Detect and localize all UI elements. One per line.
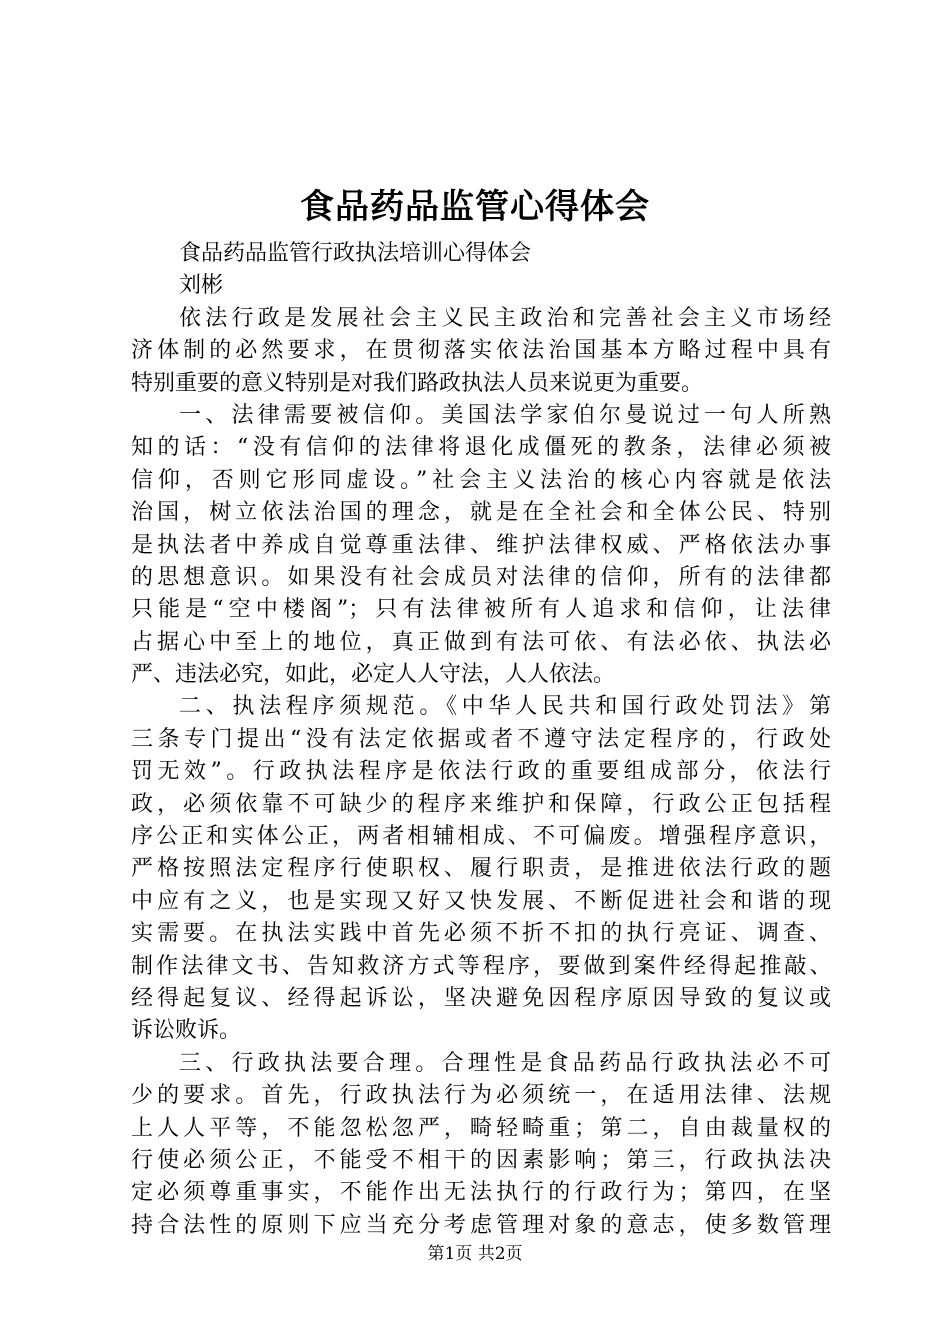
paragraph-line: 治国，树立依法治国的理念，就是在全社会和全体公民、特别 xyxy=(131,500,831,526)
paragraph-line: 定必须尊重事实，不能作出无法执行的行政行为；第四，在坚 xyxy=(131,1180,831,1206)
paragraph-line: 二、执法程序须规范。《中华人民共和国行政处罚法》第 xyxy=(179,694,831,720)
paragraph-line: 三条专门提出“没有法定依据或者不遵守法定程序的，行政处 xyxy=(131,726,831,752)
paragraph-line: 罚无效”。行政执法程序是依法行政的重要组成部分，依法行 xyxy=(131,759,831,785)
paragraph-line: 诉讼败诉。 xyxy=(131,1018,242,1044)
paragraph-line: 知的话：“没有信仰的法律将退化成僵死的教条，法律必须被 xyxy=(131,435,831,461)
paragraph-line: 持合法性的原则下应当充分考虑管理对象的意志，使多数管理 xyxy=(131,1212,831,1238)
paragraph-line: 只能是“空中楼阁”；只有法律被所有人追求和信仰，让法律 xyxy=(131,597,831,623)
paragraph-line: 的思想意识。如果没有社会成员对法律的信仰，所有的法律都 xyxy=(131,564,831,590)
paragraph-line: 行使必须公正，不能受不相干的因素影响；第三，行政执法决 xyxy=(131,1147,831,1173)
document-title: 食品药品监管心得体会 xyxy=(300,187,650,227)
document-body xyxy=(131,238,831,1242)
subtitle-line: 食品药品监管行政执法培训心得体会 xyxy=(179,241,532,266)
paragraph-line: 是执法者中养成自觉尊重法律、维护法律权威、严格依法办事 xyxy=(131,532,831,558)
paragraph-line: 实需要。在执法实践中首先必须不折不扣的执行亮证、调查、 xyxy=(131,921,831,947)
paragraph-line: 特别重要的意义特别是对我们路政执法人员来说更为重要。 xyxy=(131,370,704,396)
paragraph-line: 三、行政执法要合理。合理性是食品药品行政执法必不可 xyxy=(179,1050,831,1076)
paragraph-line: 依法行政是发展社会主义民主政治和完善社会主义市场经 xyxy=(179,305,831,331)
paragraph-line: 信仰，否则它形同虚设。”社会主义法治的核心内容就是依法 xyxy=(131,467,831,493)
paragraph-line: 制作法律文书、告知救济方式等程序，要做到案件经得起推敲、 xyxy=(131,953,831,979)
page-footer: 第1页 共2页 xyxy=(427,1244,523,1264)
paragraph-line: 上人人平等，不能忽松忽严，畸轻畸重；第二，自由裁量权的 xyxy=(131,1115,831,1141)
paragraph-line: 一、法律需要被信仰。美国法学家伯尔曼说过一句人所熟 xyxy=(179,402,831,428)
paragraph-line: 少的要求。首先，行政执法行为必须统一，在适用法律、法规 xyxy=(131,1083,831,1109)
paragraph-line: 经得起复议、经得起诉讼，坚决避免因程序原因导致的复议或 xyxy=(131,985,831,1011)
paragraph-line: 政，必须依靠不可缺少的程序来维护和保障，行政公正包括程 xyxy=(131,791,831,817)
paragraph-line: 严、违法必究，如此，必定人人守法，人人依法。 xyxy=(131,662,616,688)
paragraph-line: 序公正和实体公正，两者相辅相成、不可偏废。增强程序意识， xyxy=(131,824,831,850)
author-line: 刘彬 xyxy=(179,273,224,299)
paragraph-line: 占据心中至上的地位，真正做到有法可依、有法必依、执法必 xyxy=(131,629,831,655)
paragraph-line: 济体制的必然要求，在贯彻落实依法治国基本方略过程中具有 xyxy=(131,338,831,364)
paragraph-line: 严格按照法定程序行使职权、履行职责，是推进依法行政的题 xyxy=(131,856,831,882)
paragraph-line: 中应有之义，也是实现又好又快发展、不断促进社会和谐的现 xyxy=(131,888,831,914)
